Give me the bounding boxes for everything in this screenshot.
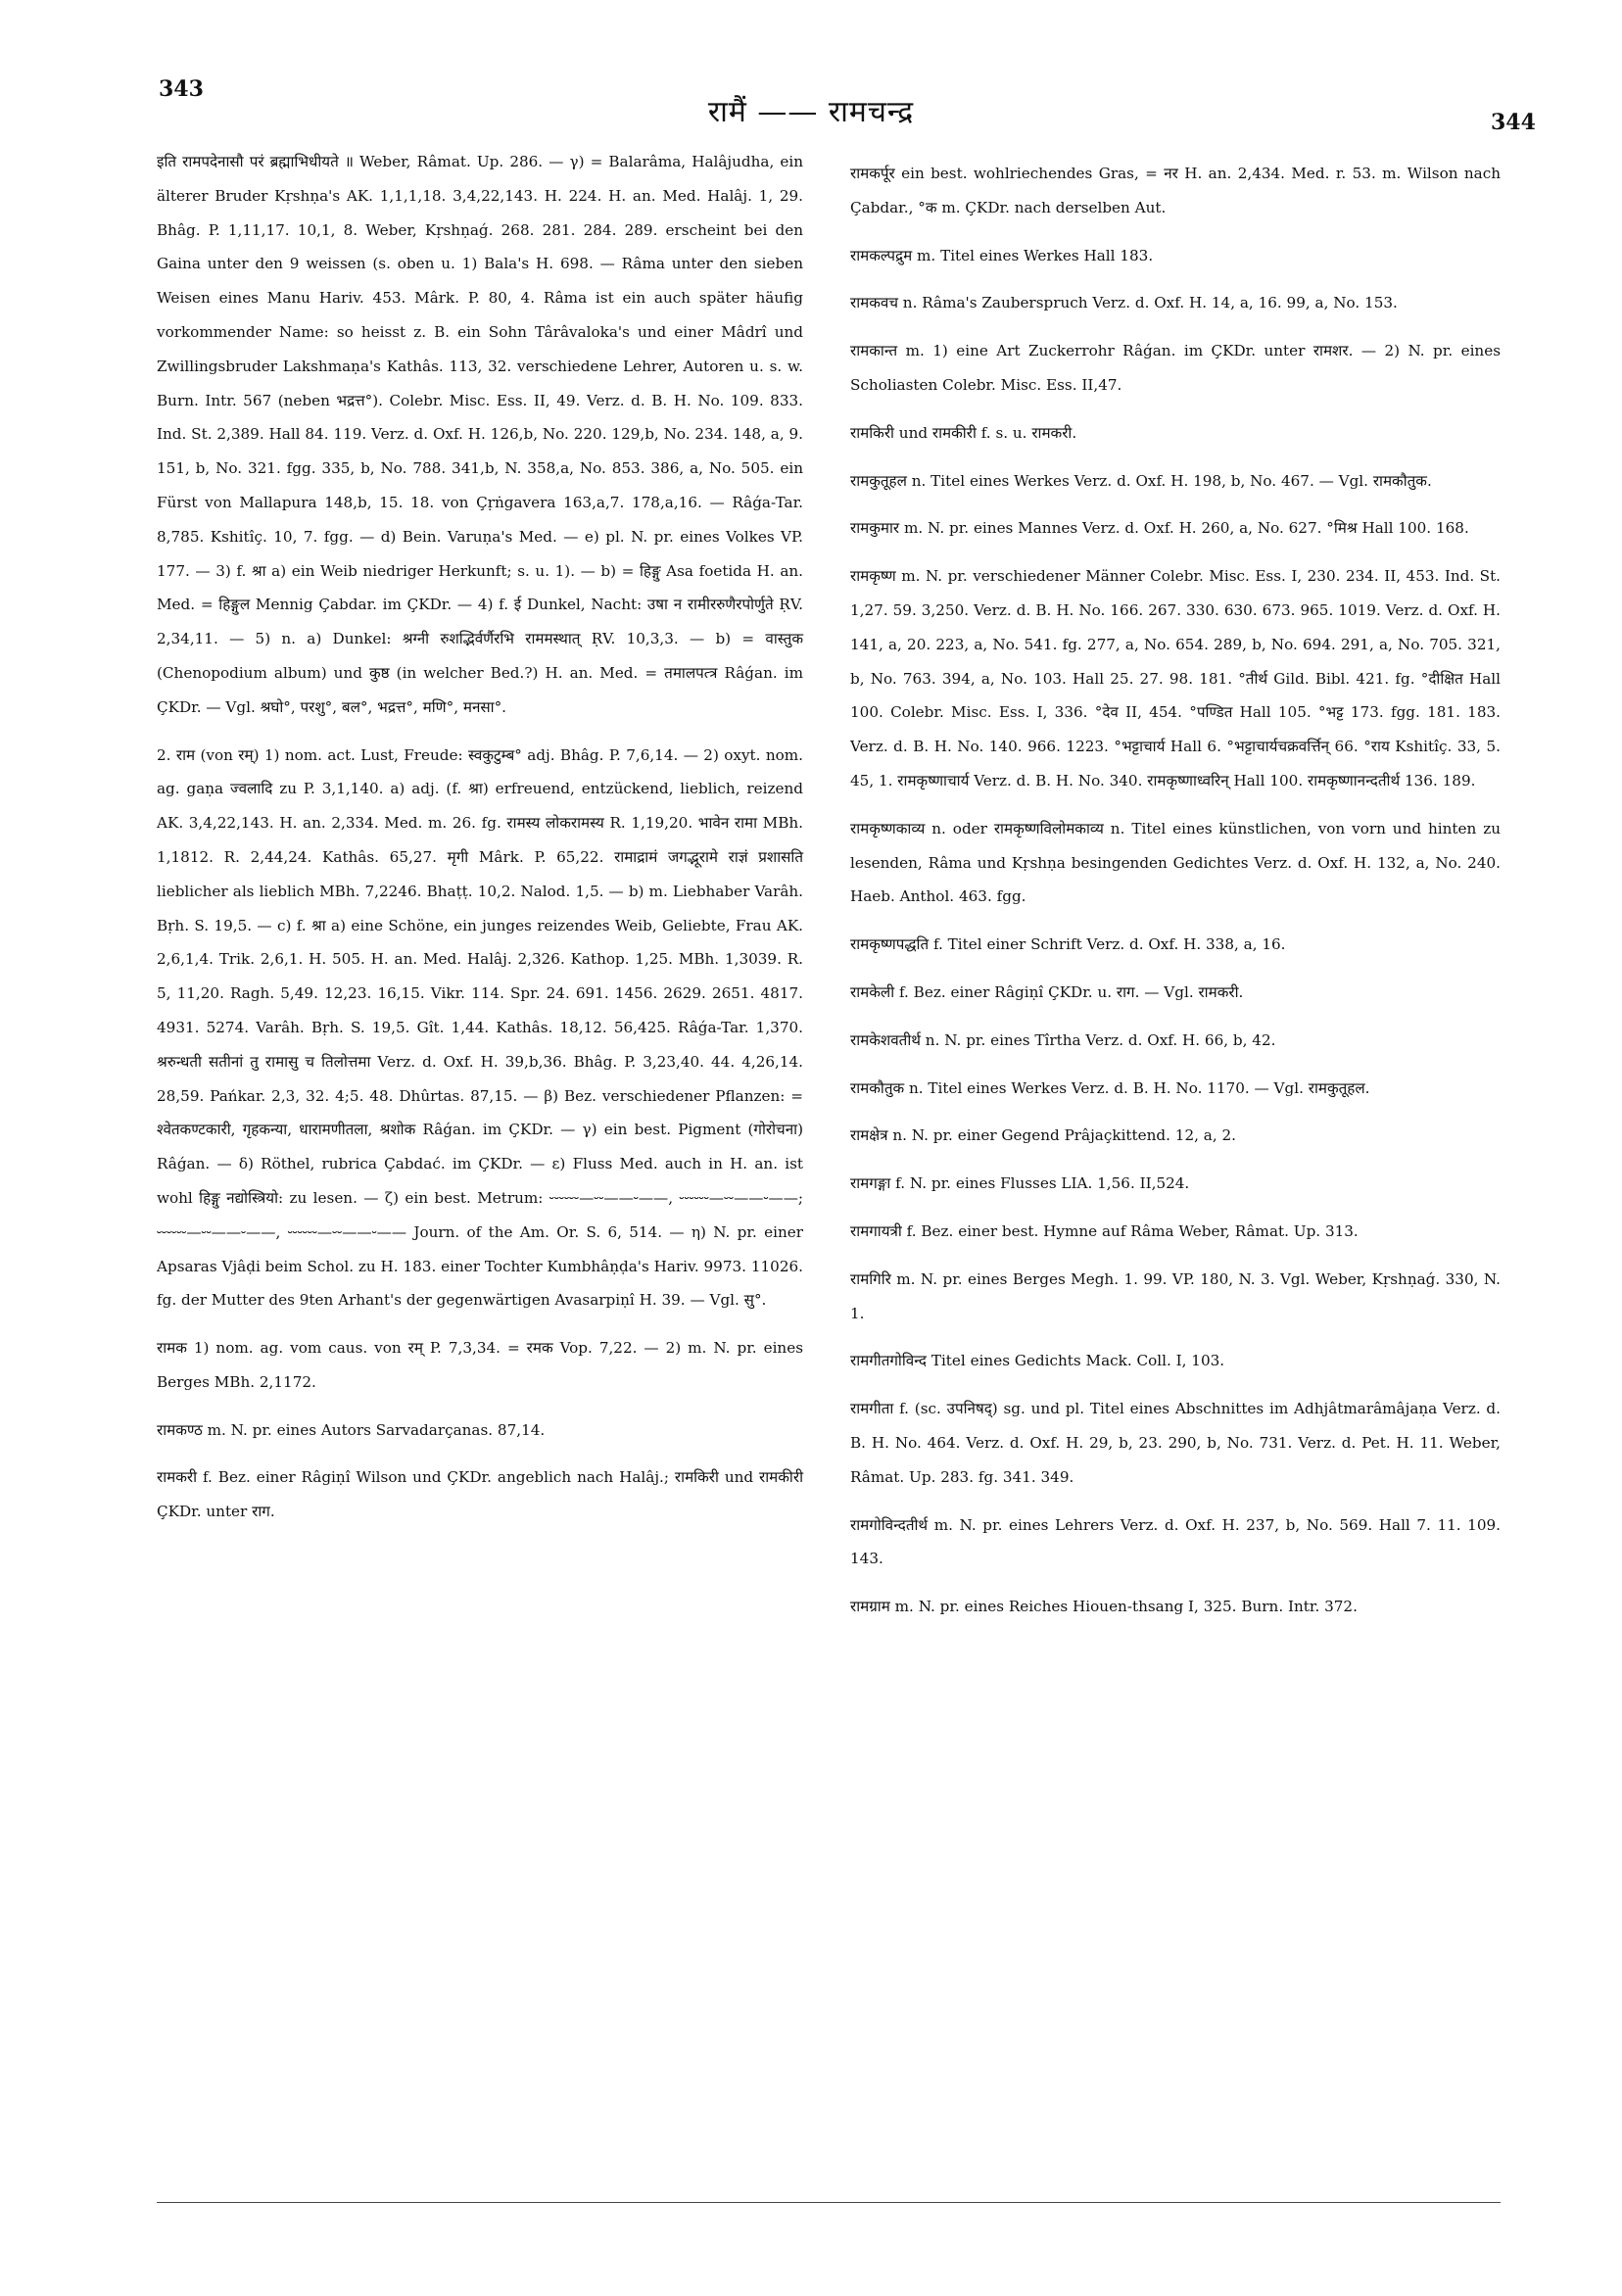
entry-paragraph: रामकेशवतीर्थ n. N. pr. eines Tîrtha Verz. d. Oxf. H. 66, b, 42. [850, 1030, 1276, 1049]
entry-paragraph: इति रामपदेनासौ परं ब्रह्माभिधीयते ॥ Weber, Râmat. Up. 286. — γ) = Balarâma, Halâjudha, ein älterer Bruder Kṛshṇa's AK. 1,1,1,18. 3,4,22,143. H. 224. H. an. Med. Halâj. 1, 29. Bhâg. P. 1,11,17. 10,1, 8. Weber, Kṛshṇaǵ. 268. 281. 284. 289. erscheint bei den Gaina unter den 9 weissen (s. oben u. 1) Bala's H. 698. — Râma unter den sieben Weisen eines Manu Hariv. 453. Mârk. P. 80, 4. Râma ist ein auch später häufig vorkommender Name: so heisst z. B. ein Sohn Târâvaloka's und einer Mâdrî und Zwillingsbruder Lakshmaṇa's Kathâs. 113, 32. verschiedene Lehrer, Autoren u. s. w. Burn. Intr. 567 (neben भद्रत्त°). Colebr. Misc. Ess. II, 49. Verz. d. B. H. No. 109. 833. Ind. St. 2,389. Hall 84. 119. Verz. d. Oxf. H. 126,b, No. 220. 129,b, No. 234. 148, a, 9. 151, b, No. 321. fgg. 335, b, No. 788. 341,b, N. 358,a, No. 853. 386, a, No. 505. ein Fürst von Mallapura 148,b, 15. 18. von Çṛṅgavera 163,a,7. 178,a,16. — Râǵa-Tar. 8,785. Kshitîç. 10, 7. fgg. — d) Bein. Varuṇa's Med. — e) pl. N. pr. eines Volkes VP. 177. — 3) f. श्रा a) ein Weib niedriger Herkunft; s. u. 1). — b) = हिङ्गु Asa foetida H. an. Med. = हिङ्गुल Mennig Çabdar. im ÇKDr. — 4) f. ई Dunkel, Nacht: उषा न रामीररुणैरपोर्णुते ṚV. 2,34,11. — 5) n. a) Dunkel: श्रग्नी रुशद्भिर्वर्णैरभि राममस्थात् ṚV. 10,3,3. — b) = वास्तुक (Chenopodium album) und कुष्ठ (in welcher Bed.?) H. an. Med. = तमालपत्त्र Râǵan. im ÇKDr. — Vgl. श्रघो°, परशु°, बल°, भद्रत्त°, मणि°, मनसा°. [157, 153, 803, 716]
entry-paragraph: 2. राम (von रम्) 1) nom. act. Lust, Freude: स्वकुटुम्ब° adj. Bhâg. P. 7,6,14. — 2) oxyt. nom. ag. gaṇa ज्वलादि zu P. 3,1,140. a) adj. (f. श्रा) erfreuend, entzückend, lieblich, reizend AK. 3,4,22,143. H. an. 2,334. Med. m. 26. fg. रामस्य लोकरामस्य R. 1,19,20. भावेन रामा MBh. 1,1812. R. 2,44,24. Kathâs. 65,27. मृगी Mârk. P. 65,22. रामाद्रामं जगद्भूरामे राज्ञं प्रशासति lieblicher als lieblich MBh. 7,2246. Bhaṭṭ. 10,2. Nalod. 1,5. — b) m. Liebhaber Varâh. Bṛh. S. 19,5. — c) f. श्रा a) eine Schöne, ein junges reizendes Weib, Geliebte, Frau AK. 2,6,1,4. Trik. 2,6,1. H. 505. H. an. Med. Halâj. 2,326. Kathop. 1,25. MBh. 1,3039. R. 5, 11,20. Ragh. 5,49. 12,23. 16,15. Vikr. 114. Spr. 24. 691. 1456. 2629. 2651. 4817. 4931. 5274. Varâh. Bṛh. S. 19,5. Gît. 1,44. Kathâs. 18,12. 56,425. Râǵa-Tar. 1,370. श्ररुन्धती सतीनां तु रामासु च तिलोत्तमा Verz. d. Oxf. H. 39,b,36. Bhâg. P. 3,23,40. 44. 4,26,14. 28,59. Pańkar. 2,3, 32. 4;5. 48. Dhûrtas. 87,15. — β) Bez. verschiedener Pflanzen: = श्वेतकण्टकारी, गृहकन्या, धारामणीतला, श्रशोक Râǵan. im ÇKDr. — γ) ein best. Pigment (गोरोचना) Râǵan. — δ) Röthel, rubrica Çabdać. im ÇKDr. — ε) Fluss Med. auch in H. an. ist wohl हिङ्गु नद्योस्त्रियो: zu lesen. — ζ) ein best. Metrum: ⏑⏑⏑⏑⏑⏑—⏑⏑——⏑——, ⏑⏑⏑⏑⏑⏑—⏑⏑——⏑——; ⏑⏑⏑⏑⏑⏑—⏑⏑——⏑——, ⏑⏑⏑⏑⏑⏑—⏑⏑——⏑—— Journ. of the Am. Or. S. 6, 514. — η) N. pr. einer Apsaras Vjâḍi beim Schol. zu H. 183. einer Tochter Kumbhâṇḍa's Hariv. 9973. 11026. fg. der Mutter des 9ten Arhant's der gegenwärtigen Avasarpiṇî H. 39. — Vgl. सु°. [157, 745, 803, 1310]
entry-paragraph: रामकृष्णपद्धति f. Titel einer Schrift Verz. d. Oxf. H. 338, a, 16. [850, 935, 1286, 954]
right-column [850, 157, 1501, 1638]
entry-paragraph: रामकिरी und रामकीरी f. s. u. रामकरी. [850, 423, 1077, 442]
entry-paragraph: रामकल्पद्रुम m. Titel eines Werkes Hall 183. [850, 246, 1154, 264]
entry-paragraph: रामक्षेत्र n. N. pr. einer Gegend Prâjaçkittend. 12, a, 2. [850, 1126, 1236, 1145]
left-column [157, 145, 803, 1543]
entry-paragraph: रामकौतुक n. Titel eines Werkes Verz. d. B. H. No. 1170. — Vgl. रामकुतूहल. [850, 1078, 1370, 1097]
entry-paragraph: रामकवच n. Râma's Zauberspruch Verz. d. Oxf. H. 14, a, 16. 99, a, No. 153. [850, 294, 1398, 312]
footer-rule [157, 2202, 1501, 2203]
entry-paragraph: रामकेली f. Bez. einer Râgiṇî ÇKDr. u. राग. — Vgl. रामकरी. [850, 982, 1244, 1001]
entry-paragraph: रामकृष्ण m. N. pr. verschiedener Männer Colebr. Misc. Ess. I, 230. 234. II, 453. Ind. St. 1,27. 59. 3,250. Verz. d. B. H. No. 166. 267. 330. 630. 673. 965. 1019. Verz. d. Oxf. H. 141, a, 20. 223, a, No. 541. fg. 277, a, No. 654. 289, b, No. 694. 291, a, No. 705. 321, b, No. 763. 394, a, No. 103. Hall 25. 27. 98. 181. °तीर्थ Gild. Bibl. 421. fg. °दीक्षित Hall 100. Colebr. Misc. Ess. I, 336. °देव II, 454. °पण्डित Hall 105. °भट्ट 173. fgg. 181. 183. Verz. d. B. H. No. 140. 966. 1223. °भट्टाचार्य Hall 6. °भट्टाचार्यचक्रवर्त्तिन् 66. °राय Kshitîç. 33, 5. 45, 1. रामकृष्णाचार्य Verz. d. B. H. No. 340. रामकृष्णाध्वरिन् Hall 100. रामकृष्णानन्दतीर्थ 136. 189. [850, 567, 1501, 789]
entry-paragraph: रामकर्पूर ein best. wohlriechendes Gras, = नर H. an. 2,434. Med. r. 53. m. Wilson nach Çabdar., °क m. ÇKDr. nach derselben Aut. [850, 165, 1501, 216]
entry-paragraph: रामगोविन्दतीर्थ m. N. pr. eines Lehrers Verz. d. Oxf. H. 237, b, No. 569. Hall 7. 11. 109. 143. [850, 1515, 1501, 1568]
entry-paragraph: रामगङ्गा f. N. pr. eines Flusses LIA. 1,56. II,524. [850, 1174, 1190, 1193]
entry-paragraph: रामकुमार m. N. pr. eines Mannes Verz. d. Oxf. H. 260, a, No. 627. °मिश्र Hall 100. 168. [850, 519, 1469, 538]
entry-paragraph: रामकृष्णकाव्य n. oder रामकृष्णविलोमकाव्य n. Titel eines künstlichen, von vorn und hinten zu lesenden, Râma und Kṛshṇa besingenden Gedichtes Verz. d. Oxf. H. 132, a, No. 240. Haeb. Anthol. 463. fgg. [850, 819, 1501, 906]
entry-paragraph: रामगायत्री f. Bez. einer best. Hymne auf Râma Weber, Râmat. Up. 313. [850, 1221, 1359, 1240]
entry-paragraph: रामक 1) nom. ag. vom caus. von रम् P. 7,3,34. = रमक Vop. 7,22. — 2) m. N. pr. eines Berges MBh. 2,1172. [157, 1339, 803, 1391]
entry-paragraph: रामगीतगोविन्द Titel eines Gedichts Mack. Coll. I, 103. [850, 1352, 1225, 1370]
entry-paragraph: रामकरी f. Bez. einer Râgiṇî Wilson und ÇKDr. angeblich nach Halâj.; रामकिरी und रामकीरी ÇKDr. unter राग. [157, 1468, 803, 1521]
right-page-number: 344 [1491, 110, 1536, 135]
entry-paragraph: रामगिरि m. N. pr. eines Berges Megh. 1. 99. VP. 180, N. 3. Vgl. Weber, Kṛshṇaǵ. 330, N. 1. [850, 1269, 1501, 1322]
entry-paragraph: रामग्राम m. N. pr. eines Reiches Hiouen-thsang I, 325. Burn. Intr. 372. [850, 1598, 1358, 1616]
left-page-number: 343 [159, 76, 204, 102]
entry-paragraph: रामगीता f. (sc. उपनिषद्) sg. und pl. Titel eines Abschnittes im Adhjâtmarâmâjaṇa Verz. d. B. H. No. 464. Verz. d. Oxf. H. 29, b, 23. 290, b, No. 731. Verz. d. Pet. H. 11. Weber, Râmat. Up. 283. fg. 341. 349. [850, 1400, 1501, 1486]
entry-paragraph: रामकण्ठ m. N. pr. eines Autors Sarvadarçanas. 87,14. [157, 1420, 546, 1439]
entry-paragraph: रामकान्त m. 1) eine Art Zuckerrohr Râǵan. im ÇKDr. unter रामशर. — 2) N. pr. eines Scholiasten Colebr. Misc. Ess. II,47. [850, 342, 1501, 394]
running-title: रामैं —— रामचन्द्र [707, 95, 915, 129]
entry-paragraph: रामकुतूहल n. Titel eines Werkes Verz. d. Oxf. H. 198, b, No. 467. — Vgl. रामकौतुक. [850, 471, 1432, 490]
